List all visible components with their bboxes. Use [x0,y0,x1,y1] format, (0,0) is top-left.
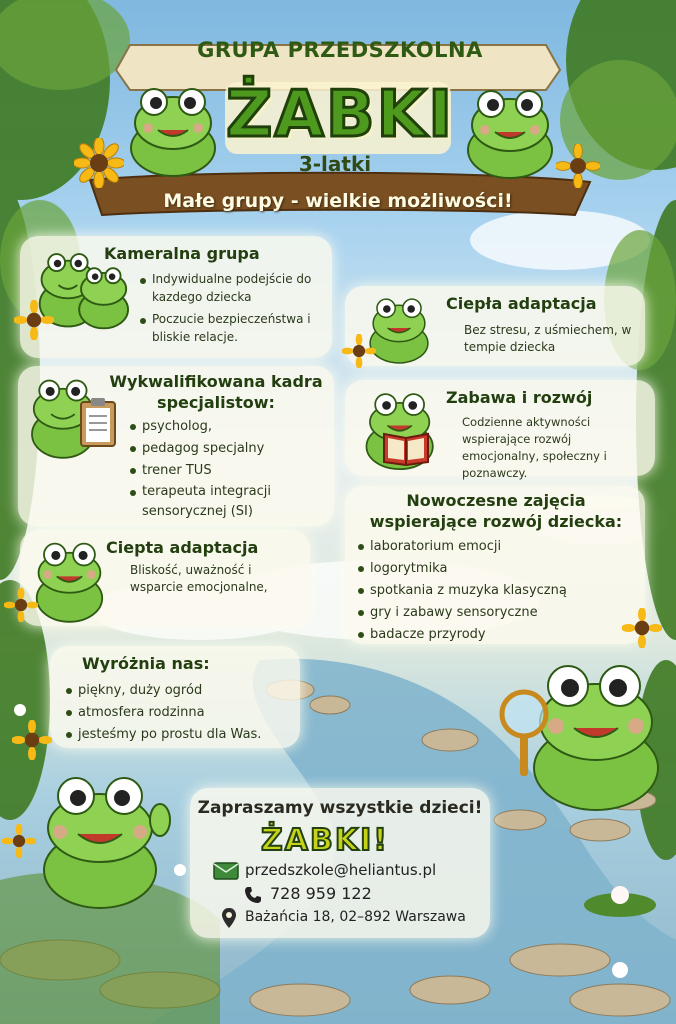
list-item: spotkania z muzyka klasyczną [356,580,636,602]
sunflower-icon [4,588,38,622]
envelope-icon [213,862,239,880]
header-age: 3-latki [298,152,372,176]
email-link[interactable]: przedszkole@heliantus.pl [245,861,437,879]
adaptacja1-title: Ciepła adaptacja [446,294,597,313]
sunflower-icon [12,720,52,760]
nowoczesne-title [352,490,640,532]
sunflower-icon [622,608,662,648]
sunflower-icon [14,300,54,340]
sunflower-icon [556,144,600,188]
list-item: gry i zabawy sensoryczne [356,602,636,624]
list-item: jesteśmy po prostu dla Was. [64,724,300,746]
kadra-title-line1: Wykwalifikowana kadra [109,372,323,391]
invite-text: Zapraszamy wszystkie dzieci! [197,798,483,818]
wyroznia-list [64,680,300,746]
list-item: piękny, duży ogród [64,680,300,702]
list-item: laboratorium emocji [356,536,636,558]
list-item: terapeuta integracji sensorycznej (SI) [128,482,328,522]
list-item: pedagog specjalny [128,438,328,460]
nowoczesne-list [356,536,636,646]
sunflower-icon [342,334,376,368]
header-slogan: Małe grupy - wielkie możliwości! [163,190,513,212]
adaptacja2-title: Ciepta adaptacja [106,538,259,557]
kameralna-list [138,270,328,346]
nowoczesne-title-line1: Nowoczesne zajęcia [406,491,586,510]
header-subtitle: GRUPA PRZEDSZKOLNA [197,38,483,62]
list-item: atmosfera rodzinna [64,702,300,724]
adaptacja2-text: Bliskość, uważność i wsparcie emocjonalne, [130,563,268,594]
nowoczesne-title-line2: wspierające rozwój dziecka: [369,512,623,531]
phone-number[interactable]: 728 959 122 [270,884,372,903]
kadra-title-line2: specjalistow: [157,393,275,412]
header-brand: ŻABKI [225,78,455,152]
location-pin-icon [221,907,237,929]
list-item: Poczucie bezpieczeństwa i bliskie relacje. [138,310,328,346]
sunflower-icon [74,138,124,188]
frog-icon [28,770,178,910]
book-icon [382,430,430,466]
wyroznia-title: Wyróżnia nas: [82,654,210,673]
zabawa-title: Zabawa i rozwój [446,388,593,407]
list-item: Indywidualne podejście do kazdego dziecka [138,270,328,306]
list-item: psycholog, [128,416,328,438]
frog-icon [455,80,565,180]
sunflower-icon [2,824,36,858]
list-item: trener TUS [128,460,328,482]
list-item: logorytmika [356,558,636,580]
kameralna-title: Kameralna grupa [104,244,260,263]
footer-brand: ŻABKI! [261,823,389,858]
list-item: badacze przyrody [356,624,636,646]
adaptacja1-text: Bez stresu, z uśmiechem, w tempie dziecka [464,323,632,354]
kadra-list [128,416,328,522]
kadra-title [100,371,332,413]
zabawa-text: Codzienne aktywności wspierające rozwój emocjonalny, społeczny i poznawczy. [462,415,607,480]
frog-icon [118,78,228,178]
address-text: Bażańcia 18, 02–892 Warszawa [245,909,466,925]
magnifier-icon [496,688,552,780]
phone-icon [244,886,262,904]
